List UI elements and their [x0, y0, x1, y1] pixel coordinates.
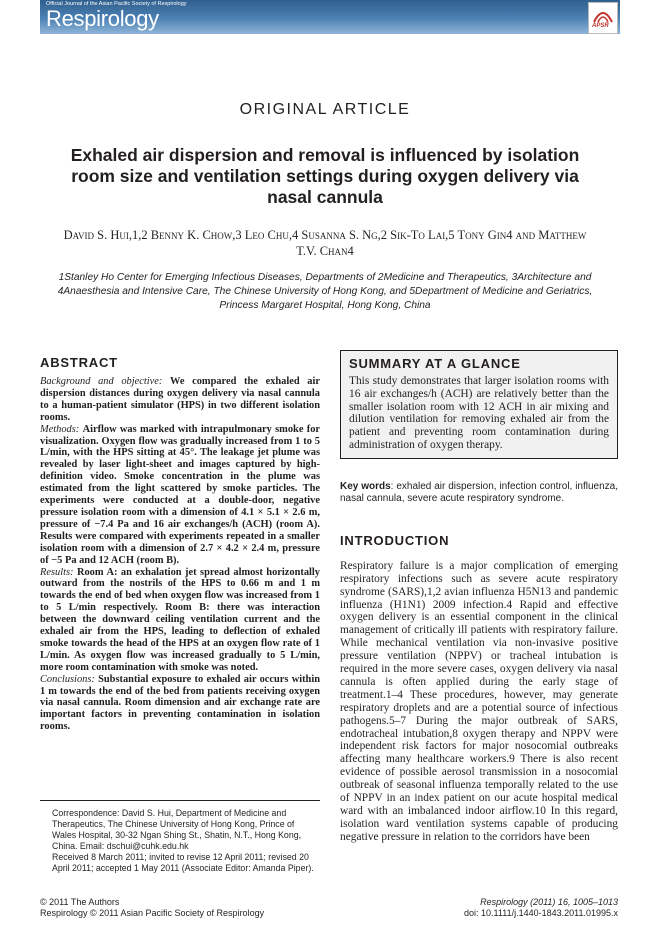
keywords: [340, 481, 618, 505]
summary-text: This study demonstrates that larger isolation rooms with 16 air exchanges/h (ACH) are relatively better than the smaller isolation room with 12 ACH in air mixing and dilution ventilation for removing exhaled air from the patient and preventing room contamination during administration of oxygen therapy.: [349, 375, 609, 451]
correspondence-footnote: [40, 800, 320, 873]
abstract-text: We compared the exhaled air dispersion distances during oxygen delivery via nasal cannula to a human-patient simulator (HPS) in two different isolation rooms.: [40, 376, 320, 423]
abstract-background: [40, 376, 320, 424]
journal-citation: Respirology (2011) 16, 1005–1013: [480, 897, 618, 907]
abstract-text: Room A: an exhalation jet spread almost horizontally outward from the nostrils of the HPS to 0.66 m and 1 m towards the end of bed when oxygen flow was increased from 1 to 5 L/min respectively. Room B: there was interaction between the downward ceiling ventilation current and the exhaled air from the HPS, leading to deflection of exhaled smoke towards the head of the HPS at an oxygen flow rate of 1 L/min. As oxygen flow was increased gradually to 5 L/min, more room contamination with smoke was noted.: [40, 566, 320, 673]
apsr-logo: [588, 2, 618, 34]
abstract-label: Conclusions:: [40, 673, 95, 685]
abstract-body: [40, 376, 320, 733]
author-list: David S. Hui,1,2 Benny K. Chow,3 Leo Chu,4 Susanna S. Ng,2 Sik-To Lai,5 Tony Gin4 and Matthew T.V. Chan4: [63, 228, 587, 258]
abstract-results: [40, 567, 320, 674]
doi: doi: 10.1111/j.1440-1843.2011.01995.x: [464, 908, 618, 918]
abstract-label: Background and objective:: [40, 376, 163, 387]
abstract-text: Airflow was marked with intrapulmonary smoke for visualization. Oxygen flow was gradually increased from 1 to 5 L/min, with the HPS sitting at 45°. The leakage jet plume was revealed by laser light-sheet and images captured by high-definition video. Smoke concentration in the plume was estimated from the light scattered by smoke particles. The experiments were conducted at a double-door, negative pressure isolation room with a dimension of 4.1 × 5.1 × 2.6 m, pressure of −7.4 Pa and 16 air exchanges/h (ACH) (room A). Results were compared with experiments repeated in a smaller isolation room with a dimension of 2.7 × 4.2 × 2.4 m, pressure of −5 Pa and 12 ACH (room B).: [40, 423, 320, 566]
introduction-heading: INTRODUCTION: [340, 532, 450, 548]
correspondence-text: Correspondence: David S. Hui, Department of Medicine and Therapeutics, The Chinese University of Hong Kong, Prince of Wales Hospital, 30-32 Ngan Shing St., Shatin, N.T., Hong Kong, China. Email: dschui@cuhk.edu.hk: [52, 808, 302, 851]
footer-copyright: [40, 897, 264, 919]
copyright-authors: © 2011 The Authors: [40, 897, 120, 907]
abstract-label: Methods:: [40, 423, 80, 435]
received-dates: Received 8 March 2011; invited to revise 12 April 2011; revised 20 April 2011; accepted 1 May 2011 (Associate Editor: Amanda Piper).: [52, 851, 314, 873]
apsr-logo-text: APSR: [592, 23, 609, 29]
abstract-heading: ABSTRACT: [40, 355, 118, 370]
left-column: [40, 355, 320, 733]
article-type: ORIGINAL ARTICLE: [239, 101, 411, 118]
abstract-methods: [40, 424, 320, 567]
article-title: Exhaled air dispersion and removal is influenced by isolation room size and ventilation settings during oxygen delivery via nasal cannula: [70, 145, 580, 207]
abstract-label: Results:: [40, 566, 74, 578]
journal-subtitle: Official Journal of the Asian Pacific Society of Respirology: [46, 1, 187, 7]
affiliations: 1Stanley Ho Center for Emerging Infectious Diseases, Departments of 2Medicine and Therapeutics, 3Architecture and 4Anaesthesia and Intensive Care, The Chinese University of Hong Kong, and 5Department of Medicine and Geriatrics, Princess Margaret Hospital, Hong Kong, China: [57, 272, 593, 312]
introduction-text: Respiratory failure is a major complication of emerging respiratory infections such as severe acute respiratory syndrome (SARS),1,2 avian influenza H5N13 and pandemic influenza (H1N1) 2009 infection.4 Rapid and effective oxygen delivery is an essential component in the clinical management of critically ill patients with respiratory failure. While mechanical ventilation via non-invasive positive pressure ventilation (NPPV) or tracheal intubation is required in the more severe cases, oxygen delivery via nasal cannula is often applied during the early stage of treatment.1–4 These procedures, however, may generate respiratory droplets and are a potential source of infectious pathogens.5–7 During the major outbreak of SARS, endotracheal intubation,8 oxygen therapy and NPPV were independent risk factors for major nosocomial outbreaks affecting many healthcare workers.9 There is also recent evidence of possible aerosol transmission in a nosocomial outbreak of seasonal influenza temporally related to the use of NPPV in an index patient on our acute hospital medical ward with an imbalanced indoor airflow.10 In this regard, isolation ward ventilation systems capable of producing negative pressure in relation to the corridors have been: [340, 559, 618, 843]
abstract-conclusions: [40, 674, 320, 734]
keywords-label: Key words: [340, 480, 391, 492]
keywords-text: : exhaled air dispersion, infection control, influenza, nasal cannula, severe acute respiratory syndrome.: [340, 480, 619, 504]
summary-heading: SUMMARY AT A GLANCE: [349, 356, 521, 371]
apsr-logo-icon: [592, 4, 614, 24]
footer-citation: [464, 897, 618, 919]
journal-name: Respirology: [46, 6, 159, 31]
right-column: [340, 350, 618, 844]
abstract-text: Substantial exposure to exhaled air occurs within 1 m towards the end of the bed from patients receiving oxygen via nasal cannula. Room dimension and air exchange rate are important factors in preventing contamination in isolation rooms.: [40, 673, 320, 733]
summary-at-a-glance-box: [340, 350, 618, 459]
journal-header-banner: [40, 0, 620, 34]
copyright-society: Respirology © 2011 Asian Pacific Society of Respirology: [40, 908, 265, 918]
